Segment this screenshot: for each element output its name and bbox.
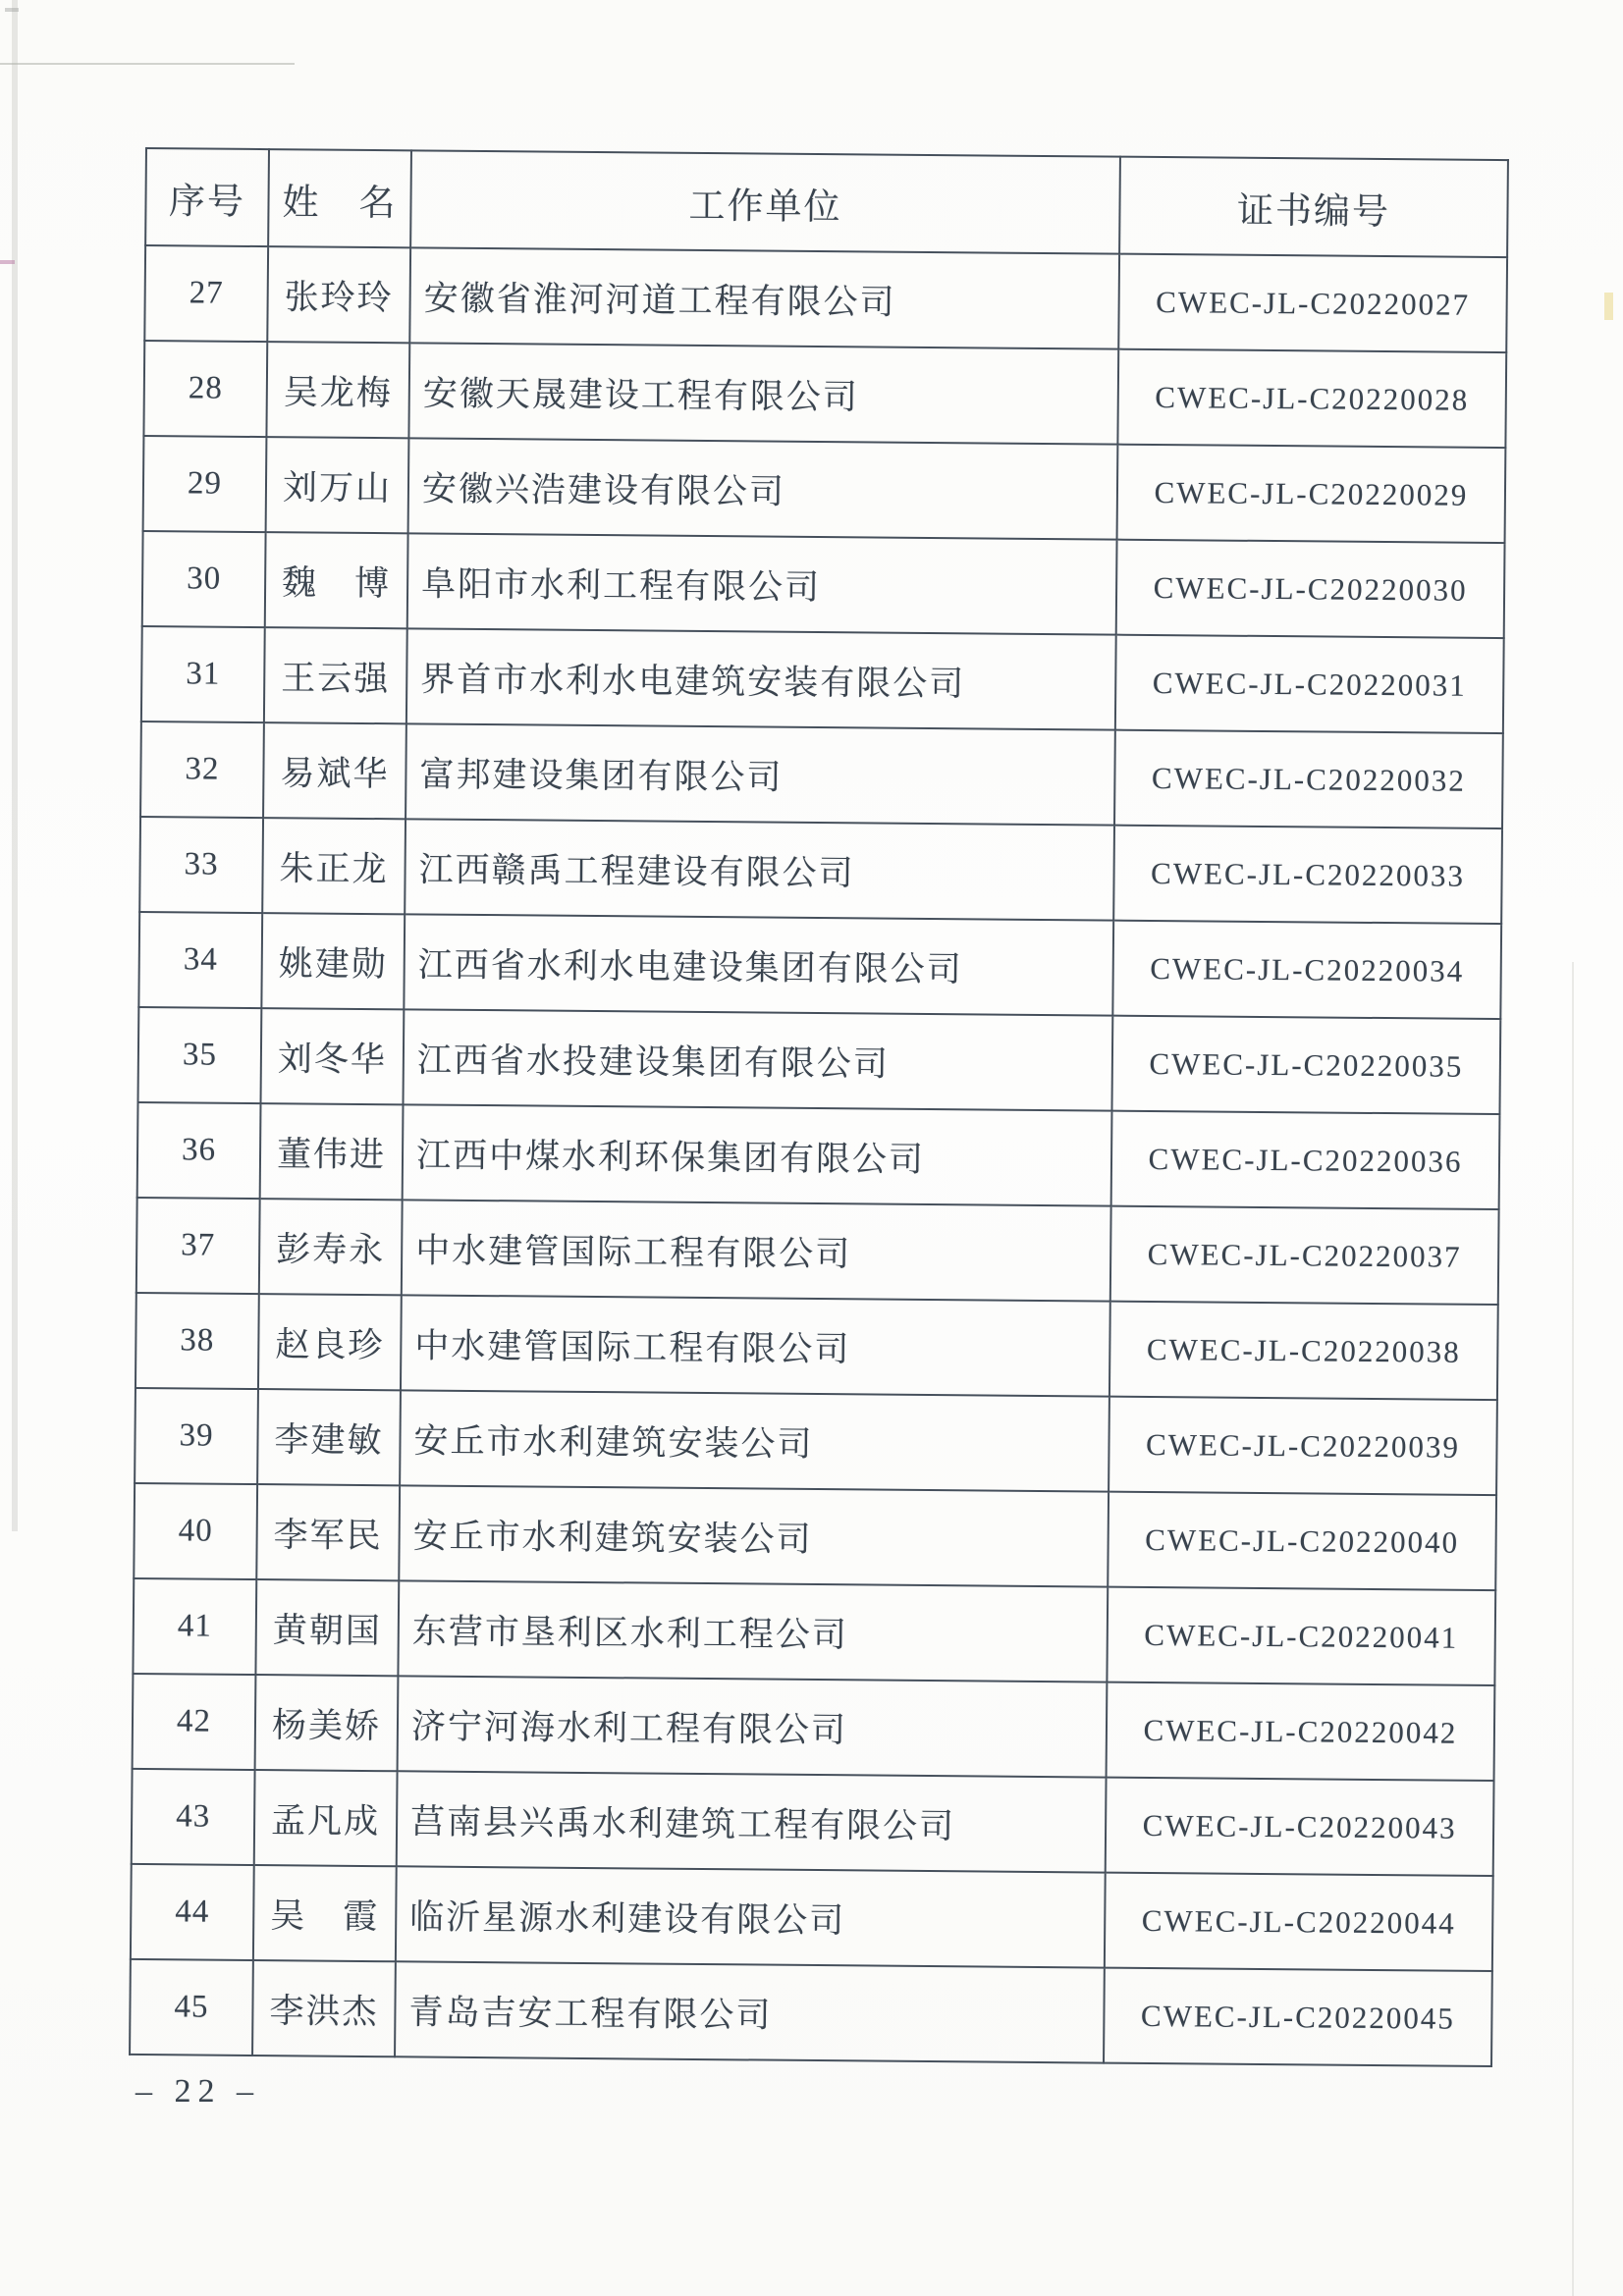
- cell-unit: 中水建管国际工程有限公司: [402, 1200, 1111, 1301]
- certificate-holders-table: [129, 147, 1509, 2067]
- cell-unit: 阜阳市水利工程有限公司: [407, 533, 1117, 634]
- cell-unit: 安徽省淮河河道工程有限公司: [409, 247, 1119, 348]
- table-row: [143, 341, 1506, 448]
- cell-name: 张玲玲: [267, 246, 410, 343]
- cell-unit: 青岛吉安工程有限公司: [395, 1961, 1105, 2062]
- table-row: [131, 1864, 1493, 1971]
- scan-artifact-right-strip: [1572, 962, 1574, 2296]
- cell-cert: CWEC-JL-C20220043: [1106, 1778, 1494, 1876]
- cell-unit: 临沂星源水利建设有限公司: [396, 1866, 1106, 1967]
- cell-index: 44: [131, 1864, 254, 1960]
- cell-index: 43: [132, 1769, 255, 1865]
- table-row: [133, 1674, 1495, 1781]
- cell-index: 28: [143, 341, 267, 437]
- cell-name: 刘万山: [266, 437, 409, 533]
- cell-cert: CWEC-JL-C20220040: [1108, 1492, 1496, 1590]
- cell-cert: CWEC-JL-C20220042: [1107, 1682, 1495, 1781]
- cell-unit: 安徽兴浩建设有限公司: [408, 438, 1118, 539]
- cell-unit: 富邦建设集团有限公司: [406, 723, 1115, 825]
- cell-index: 36: [137, 1102, 261, 1199]
- cell-unit: 江西省水投建设集团有限公司: [403, 1009, 1112, 1110]
- cell-name: 杨美娇: [255, 1675, 399, 1771]
- cell-index: 45: [130, 1959, 253, 2056]
- scan-artifact-pink-mark: [0, 260, 15, 264]
- cell-index: 34: [138, 912, 262, 1008]
- cell-unit: 安徽天晟建设工程有限公司: [408, 343, 1118, 444]
- table-header-row: [145, 148, 1508, 257]
- header-name: 姓 名: [268, 149, 411, 247]
- cell-index: 32: [140, 721, 264, 818]
- cell-name: 董伟进: [260, 1103, 404, 1200]
- table-row: [135, 1293, 1498, 1400]
- cell-unit: 济宁河海水利工程有限公司: [398, 1676, 1108, 1777]
- cell-cert: CWEC-JL-C20220045: [1104, 1968, 1492, 2066]
- cell-cert: CWEC-JL-C20220029: [1117, 445, 1506, 543]
- table-row: [132, 1769, 1494, 1876]
- cell-name: 朱正龙: [262, 818, 406, 914]
- scan-artifact-top-line: [0, 63, 295, 65]
- cell-cert: CWEC-JL-C20220028: [1117, 349, 1506, 448]
- cell-cert: CWEC-JL-C20220033: [1113, 826, 1502, 924]
- cell-cert: CWEC-JL-C20220031: [1115, 635, 1504, 733]
- table-row: [143, 436, 1506, 543]
- scan-artifact-corner-tick: [5, 8, 19, 12]
- cell-cert: CWEC-JL-C20220039: [1109, 1397, 1497, 1495]
- cell-name: 刘冬华: [261, 1008, 405, 1104]
- table-row: [133, 1578, 1495, 1685]
- certificate-table: [129, 147, 1507, 2067]
- table-row: [134, 1483, 1496, 1590]
- cell-index: 37: [136, 1198, 260, 1294]
- table-row: [144, 245, 1507, 352]
- cell-name: 孟凡成: [254, 1770, 398, 1866]
- cell-name: 姚建勋: [261, 913, 405, 1009]
- cell-index: 31: [141, 626, 265, 722]
- cell-unit: 江西赣禹工程建设有限公司: [405, 819, 1114, 920]
- cell-name: 吴龙梅: [266, 342, 409, 438]
- scan-artifact-yellow-mark: [1604, 293, 1613, 320]
- cell-cert: CWEC-JL-C20220041: [1107, 1587, 1495, 1685]
- header-unit: 工作单位: [410, 150, 1120, 253]
- cell-index: 41: [133, 1578, 256, 1675]
- cell-cert: CWEC-JL-C20220034: [1112, 921, 1501, 1019]
- cell-index: 29: [143, 436, 267, 532]
- table-row: [135, 1388, 1497, 1495]
- cell-name: 李建敏: [257, 1389, 401, 1485]
- table-row: [136, 1198, 1499, 1305]
- cell-index: 35: [138, 1007, 262, 1103]
- cell-cert: CWEC-JL-C20220032: [1114, 730, 1503, 828]
- cell-unit: 安丘市水利建筑安装公司: [400, 1390, 1109, 1491]
- page-number: – 22 –: [135, 2073, 260, 2109]
- cell-name: 李洪杰: [252, 1960, 396, 2056]
- cell-cert: CWEC-JL-C20220030: [1116, 540, 1505, 638]
- cell-unit: 莒南县兴禹水利建筑工程有限公司: [397, 1771, 1107, 1872]
- cell-unit: 江西省水利水电建设集团有限公司: [404, 914, 1113, 1015]
- table-row: [142, 531, 1505, 638]
- table-row: [130, 1959, 1492, 2066]
- table-row: [140, 721, 1503, 828]
- cell-unit: 界首市水利水电建筑安装有限公司: [406, 628, 1116, 729]
- cell-name: 吴 霞: [253, 1865, 397, 1961]
- table-row: [139, 817, 1502, 924]
- cell-index: 39: [135, 1388, 258, 1484]
- cell-index: 40: [134, 1483, 257, 1579]
- cell-cert: CWEC-JL-C20220035: [1111, 1016, 1500, 1114]
- cell-name: 王云强: [264, 627, 407, 723]
- cell-cert: CWEC-JL-C20220038: [1109, 1302, 1498, 1400]
- cell-index: 27: [144, 245, 268, 342]
- cell-unit: 安丘市水利建筑安装公司: [399, 1485, 1109, 1586]
- cell-name: 易斌华: [263, 722, 406, 819]
- cell-index: 33: [139, 817, 263, 913]
- header-index: 序号: [145, 148, 269, 246]
- cell-index: 42: [133, 1674, 256, 1770]
- table-row: [137, 1102, 1500, 1209]
- cell-cert: CWEC-JL-C20220027: [1118, 254, 1507, 352]
- cell-unit: 东营市垦利区水利工程公司: [398, 1580, 1108, 1682]
- cell-unit: 江西中煤水利环保集团有限公司: [403, 1104, 1112, 1205]
- table-row: [138, 912, 1501, 1019]
- cell-name: 彭寿永: [259, 1199, 403, 1295]
- scan-artifact-left-strip: [12, 0, 18, 1531]
- cell-name: 李军民: [256, 1484, 400, 1580]
- table-row: [138, 1007, 1501, 1114]
- cell-unit: 中水建管国际工程有限公司: [401, 1295, 1110, 1396]
- cell-name: 赵良珍: [258, 1294, 402, 1390]
- cell-cert: CWEC-JL-C20220036: [1111, 1111, 1500, 1209]
- cell-cert: CWEC-JL-C20220044: [1105, 1873, 1493, 1971]
- header-cert: 证书编号: [1119, 157, 1508, 257]
- table-row: [141, 626, 1504, 733]
- cell-name: 魏 博: [265, 532, 408, 628]
- cell-name: 黄朝国: [255, 1579, 399, 1676]
- cell-cert: CWEC-JL-C20220037: [1110, 1206, 1499, 1305]
- cell-index: 30: [142, 531, 266, 627]
- cell-index: 38: [135, 1293, 259, 1389]
